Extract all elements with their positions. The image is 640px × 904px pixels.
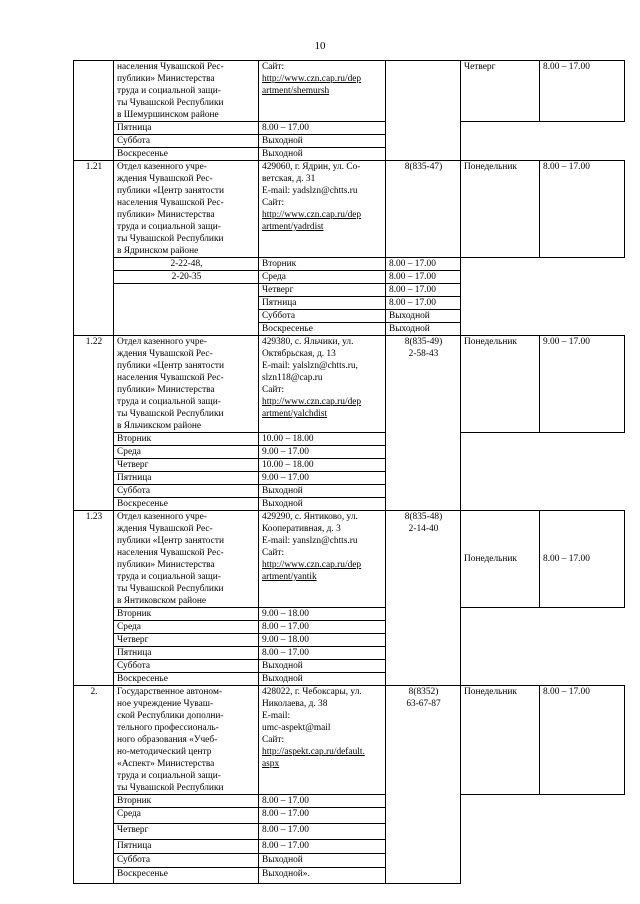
schedule-day: Пятница bbox=[114, 122, 259, 135]
contacts-cell bbox=[259, 61, 386, 122]
schedule-time: 9.00 – 17.00 bbox=[540, 336, 625, 433]
schedule-time: Выходной bbox=[259, 498, 386, 511]
org-name-line: публики» Министерства bbox=[117, 560, 215, 570]
contact-line: E-mail: yalslzn@chtts.ru, bbox=[262, 361, 358, 371]
phone-line: 8(835-47) bbox=[386, 161, 461, 258]
org-name-cell bbox=[114, 336, 259, 433]
table-row bbox=[74, 336, 625, 433]
org-name-line: публики «Центр занятости bbox=[117, 186, 224, 196]
table-row bbox=[74, 271, 625, 284]
phone-cell bbox=[386, 511, 461, 686]
phone-line: 8(835-49) bbox=[404, 337, 443, 347]
schedule-time: Выходной bbox=[259, 660, 386, 673]
schedule-time: 8.00 – 17.00 bbox=[259, 795, 386, 808]
schedule-time: Выходной». bbox=[259, 868, 386, 884]
contact-line: Кооперативная, д. 3 bbox=[262, 524, 341, 534]
table-row bbox=[74, 498, 625, 511]
contact-line: Сайт: bbox=[262, 735, 285, 745]
schedule-day: Вторник bbox=[114, 433, 259, 446]
org-name-line: ного образования «Учеб- bbox=[117, 735, 218, 745]
phone-line: 63-67-87 bbox=[406, 699, 441, 709]
schedule-day: Пятница bbox=[114, 472, 259, 485]
org-name-cell bbox=[114, 61, 259, 122]
org-name-cell bbox=[114, 686, 259, 795]
org-name-cell bbox=[114, 511, 259, 608]
contact-line: E-mail: bbox=[262, 711, 291, 721]
website-link[interactable]: artment/yadrdist bbox=[262, 222, 324, 232]
org-name-line: труда и социальной защи- bbox=[117, 397, 221, 407]
schedule-day: Пятница bbox=[114, 840, 259, 854]
schedule-time: 9.00 – 18.00 bbox=[259, 608, 386, 621]
schedule-time: 10.00 – 18.00 bbox=[259, 433, 386, 446]
schedule-day: Среда bbox=[114, 808, 259, 824]
schedule-day: Понедельник bbox=[461, 511, 540, 608]
org-name-line: «Аспект» Министерства bbox=[117, 759, 215, 769]
org-name-line: труда и социальной защи- bbox=[117, 222, 221, 232]
schedule-time: 8.00 – 17.00 bbox=[259, 621, 386, 634]
schedule-day: Четверг bbox=[114, 634, 259, 647]
schedule-day: Воскресенье bbox=[259, 323, 386, 336]
contact-line: slzn118@cap.ru bbox=[262, 373, 323, 383]
schedule-time: 8.00 – 17.00 bbox=[259, 840, 386, 854]
contact-line: 429290, с. Янтиково, ул. bbox=[262, 512, 358, 522]
schedule-time: 8.00 – 17.00 bbox=[259, 122, 386, 135]
schedule-day: Четверг bbox=[259, 284, 386, 297]
table-row bbox=[74, 459, 625, 472]
table-row bbox=[74, 824, 625, 840]
org-name-line: населения Чувашской Рес- bbox=[117, 62, 224, 72]
org-name-line: в Янтиковском районе bbox=[117, 596, 207, 606]
org-name-line: ждения Чувашской Рес- bbox=[117, 174, 213, 184]
row-number: 1.21 bbox=[74, 161, 114, 336]
org-name-line: в Шемуршинском районе bbox=[117, 110, 219, 120]
schedule-day: Среда bbox=[114, 621, 259, 634]
website-link[interactable]: http://aspekt.cap.ru/default. bbox=[262, 747, 365, 757]
website-link[interactable]: artment/yalchdist bbox=[262, 409, 328, 419]
org-name-line: ты Чувашской Республики bbox=[117, 98, 224, 108]
schedule-time: 8.00 – 17.00 bbox=[540, 161, 625, 258]
schedule-day: Четверг bbox=[114, 459, 259, 472]
schedule-day: Воскресенье bbox=[114, 673, 259, 686]
schedule-day: Четверг bbox=[461, 61, 540, 122]
row-number: 1.22 bbox=[74, 336, 114, 511]
schedule-time: Выходной bbox=[259, 148, 386, 161]
contacts-cell bbox=[259, 336, 386, 433]
schedule-time: 8.00 – 17.00 bbox=[259, 824, 386, 840]
table-row bbox=[74, 148, 625, 161]
contact-line: ветская, д. 31 bbox=[262, 174, 316, 184]
schedule-day: Понедельник bbox=[461, 161, 540, 258]
table-row bbox=[74, 621, 625, 634]
schedule-day: Воскресенье bbox=[114, 148, 259, 161]
schedule-day: Среда bbox=[114, 446, 259, 459]
schedule-day: Пятница bbox=[259, 297, 386, 310]
contact-line: Сайт: bbox=[262, 385, 285, 395]
schedule-time: 8.00 – 17.00 bbox=[540, 61, 625, 122]
org-name-line: Государственное автоном- bbox=[117, 687, 222, 697]
table-row bbox=[74, 608, 625, 621]
website-link[interactable]: http://www.czn.cap.ru/dep bbox=[262, 74, 362, 84]
org-name-line: Отдел казенного учре- bbox=[117, 337, 207, 347]
contact-line: umc-aspekt@mail bbox=[262, 723, 331, 733]
phone-line: 2-22-48, bbox=[114, 258, 259, 271]
schedule-day: Вторник bbox=[114, 795, 259, 808]
org-name-line: тельного профессиональ- bbox=[117, 723, 219, 733]
table-row bbox=[74, 511, 625, 608]
phone-line: 2-20-35 bbox=[114, 271, 259, 284]
org-name-line: труда и социальной защи- bbox=[117, 86, 221, 96]
org-name-line: населения Чувашской Рес- bbox=[117, 373, 224, 383]
schedule-time: Выходной bbox=[386, 310, 461, 323]
org-name-line: труда и социальной защи- bbox=[117, 572, 221, 582]
schedule-day: Вторник bbox=[259, 258, 386, 271]
table-row bbox=[74, 795, 625, 808]
org-name-line: Отдел казенного учре- bbox=[117, 162, 207, 172]
table-row bbox=[74, 446, 625, 459]
schedule-time: Выходной bbox=[259, 485, 386, 498]
institutions-table bbox=[73, 60, 625, 884]
schedule-time: 9.00 – 17.00 bbox=[259, 446, 386, 459]
table-row bbox=[74, 284, 625, 297]
phone-cell bbox=[386, 336, 461, 511]
table-row bbox=[74, 840, 625, 854]
org-name-line: публики «Центр занятости bbox=[117, 361, 224, 371]
schedule-time: Выходной bbox=[259, 135, 386, 148]
schedule-day: Вторник bbox=[114, 608, 259, 621]
org-name-line: труда и социальной защи- bbox=[117, 771, 221, 781]
schedule-time: 8.00 – 17.00 bbox=[540, 511, 625, 608]
org-name-line: ждения Чувашской Рес- bbox=[117, 524, 213, 534]
table-row bbox=[74, 868, 625, 884]
schedule-time: 8.00 – 17.00 bbox=[386, 297, 461, 310]
website-link[interactable]: aspx bbox=[262, 759, 280, 769]
schedule-time: 8.00 – 17.00 bbox=[259, 647, 386, 660]
org-name-line: но-методический центр bbox=[117, 747, 212, 757]
org-name-line: ской Республики дополни- bbox=[117, 711, 224, 721]
contact-line: E-mail: yanslzn@chtts.ru bbox=[262, 536, 358, 546]
phone-line: 8(8352) bbox=[408, 687, 439, 697]
contact-line: Сайт: bbox=[262, 548, 285, 558]
schedule-time: Выходной bbox=[259, 673, 386, 686]
schedule-day: Воскресенье bbox=[114, 498, 259, 511]
org-name-line: публики» Министерства bbox=[117, 385, 215, 395]
contacts-cell bbox=[259, 511, 386, 608]
table-row bbox=[74, 647, 625, 660]
empty-cell bbox=[114, 284, 259, 336]
table-row bbox=[74, 472, 625, 485]
schedule-day: Понедельник bbox=[461, 336, 540, 433]
table-row bbox=[74, 854, 625, 868]
contact-line: 429060, г. Ядрин, ул. Со- bbox=[262, 162, 361, 172]
org-name-line: населения Чувашской Рес- bbox=[117, 198, 224, 208]
org-name-line: ты Чувашской Республики bbox=[117, 409, 224, 419]
table-row bbox=[74, 634, 625, 647]
org-name-line: в Ядринском районе bbox=[117, 246, 199, 256]
website-link[interactable]: artment/shemursh bbox=[262, 86, 330, 96]
contacts-cell bbox=[259, 161, 386, 258]
table-row bbox=[74, 485, 625, 498]
schedule-time: 9.00 – 18.00 bbox=[259, 634, 386, 647]
table-row bbox=[74, 122, 625, 135]
org-name-line: ждения Чувашской Рес- bbox=[117, 349, 213, 359]
schedule-time: 8.00 – 17.00 bbox=[386, 258, 461, 271]
table-row bbox=[74, 135, 625, 148]
page-number: 10 bbox=[314, 40, 326, 52]
schedule-time: 8.00 – 17.00 bbox=[259, 808, 386, 824]
schedule-time: 8.00 – 17.00 bbox=[386, 284, 461, 297]
website-link[interactable]: artment/yantik bbox=[262, 572, 317, 582]
contact-line: Сайт: bbox=[262, 62, 285, 72]
contact-line: E-mail: yadslzn@chtts.ru bbox=[262, 186, 358, 196]
row-number: 2. bbox=[74, 686, 114, 884]
schedule-day: Суббота bbox=[114, 660, 259, 673]
schedule-day: Понедельник bbox=[461, 686, 540, 795]
table-row bbox=[74, 660, 625, 673]
phone-line: 2-58-43 bbox=[408, 349, 439, 359]
table-row bbox=[74, 258, 625, 271]
contacts-cell bbox=[259, 686, 386, 795]
phone-cell bbox=[386, 686, 461, 884]
org-name-line: Отдел казенного учре- bbox=[117, 512, 207, 522]
table-row bbox=[74, 61, 625, 122]
org-name-line: в Яльчикском районе bbox=[117, 421, 202, 431]
schedule-day: Пятница bbox=[114, 647, 259, 660]
table-row bbox=[74, 808, 625, 824]
schedule-day: Среда bbox=[259, 271, 386, 284]
schedule-day: Суббота bbox=[114, 854, 259, 868]
org-name-cell bbox=[114, 161, 259, 258]
schedule-day: Суббота bbox=[114, 135, 259, 148]
schedule-time: 9.00 – 17.00 bbox=[259, 472, 386, 485]
schedule-day: Суббота bbox=[114, 485, 259, 498]
contact-line: Октябрьская, д. 13 bbox=[262, 349, 336, 359]
website-link[interactable]: http://www.czn.cap.ru/dep bbox=[262, 560, 362, 570]
schedule-day: Суббота bbox=[259, 310, 386, 323]
website-link[interactable]: http://www.czn.cap.ru/dep bbox=[262, 210, 362, 220]
schedule-time: Выходной bbox=[259, 854, 386, 868]
schedule-day: Воскресенье bbox=[114, 868, 259, 884]
org-name-line: ты Чувашской Республики bbox=[117, 234, 224, 244]
row-number bbox=[74, 61, 114, 161]
table-row bbox=[74, 161, 625, 258]
org-name-line: публики» Министерства bbox=[117, 210, 215, 220]
contact-line: Сайт: bbox=[262, 198, 285, 208]
schedule-time: Выходной bbox=[386, 323, 461, 336]
schedule-time: 10.00 – 18.00 bbox=[259, 459, 386, 472]
schedule-day: Четверг bbox=[114, 824, 259, 840]
schedule-time: 8.00 – 17.00 bbox=[386, 271, 461, 284]
contact-line: Николаева, д. 38 bbox=[262, 699, 328, 709]
org-name-line: ты Чувашской Республики bbox=[117, 783, 224, 793]
table-row bbox=[74, 686, 625, 795]
phone-line: 2-14-40 bbox=[408, 524, 439, 534]
schedule-time: 8.00 – 17.00 bbox=[540, 686, 625, 795]
row-number: 1.23 bbox=[74, 511, 114, 686]
phone-line: 8(835-48) bbox=[404, 512, 443, 522]
org-name-line: ты Чувашской Республики bbox=[117, 584, 224, 594]
contact-line: 428022, г. Чебоксары, ул. bbox=[262, 687, 362, 697]
phone-cell bbox=[386, 61, 461, 161]
org-name-line: публики» Министерства bbox=[117, 74, 215, 84]
website-link[interactable]: http://www.czn.cap.ru/dep bbox=[262, 397, 362, 407]
table-row bbox=[74, 673, 625, 686]
org-name-line: ное учреждение Чуваш- bbox=[117, 699, 214, 709]
org-name-line: населения Чувашской Рес- bbox=[117, 548, 224, 558]
org-name-line: публики «Центр занятости bbox=[117, 536, 224, 546]
table-row bbox=[74, 433, 625, 446]
contact-line: 429380, с. Яльчики, ул. bbox=[262, 337, 354, 347]
